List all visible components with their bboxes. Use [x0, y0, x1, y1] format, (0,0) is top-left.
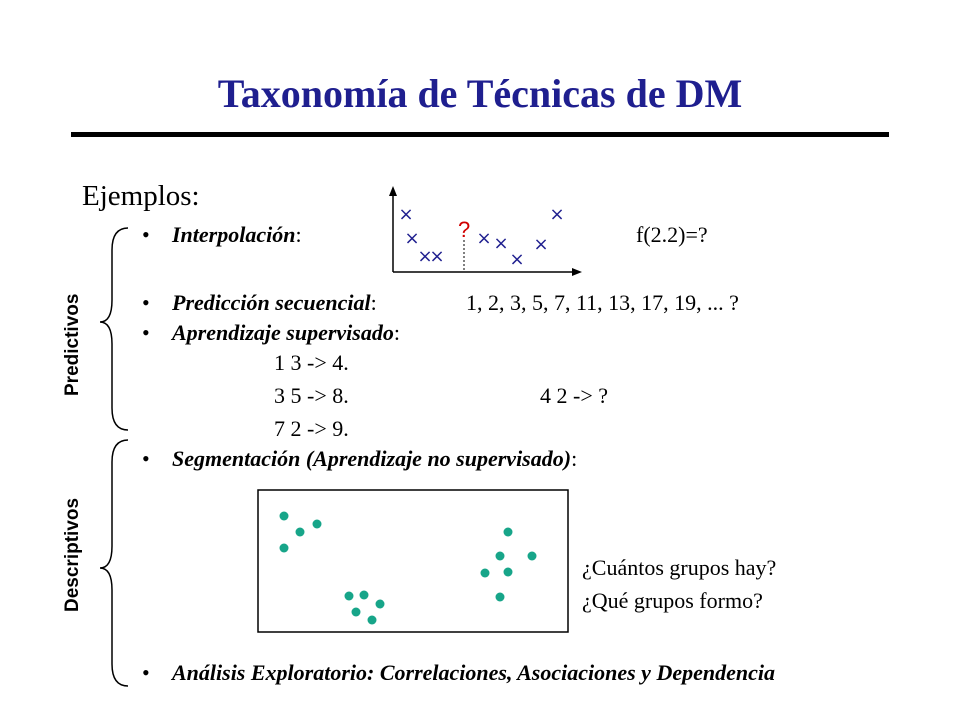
data-point-marker: ×: [533, 234, 549, 255]
data-point-marker: ×: [417, 246, 433, 267]
slide-title: Taxonomía de Técnicas de DM: [217, 71, 743, 116]
sequence-values: 1, 2, 3, 5, 7, 11, 13, 17, 19, ... ?: [466, 290, 739, 315]
cluster-point: [313, 520, 322, 529]
cluster-point: [504, 528, 513, 537]
cluster-points: [280, 512, 537, 625]
cluster-point: [345, 592, 354, 601]
cluster-point: [528, 552, 537, 561]
data-point-marker: ×: [404, 228, 420, 249]
bullet-exploratory: Análisis Exploratorio: Correlaciones, Asociaciones y Dependencia: [172, 660, 775, 685]
cluster-point: [360, 591, 369, 600]
cluster-point: [296, 528, 305, 537]
bullet-interpolation: Interpolación:: [172, 222, 302, 247]
bullet-dot: •: [142, 222, 150, 247]
data-point-marker: ×: [549, 204, 565, 225]
cluster-point: [496, 593, 505, 602]
data-point-marker: ×: [398, 204, 414, 225]
supervised-example: 7 2 -> 9.: [274, 416, 349, 441]
bullet-dot: •: [142, 320, 150, 345]
bullet-dot: •: [142, 290, 150, 315]
supervised-example: 1 3 -> 4.: [274, 350, 349, 375]
examples-label: Ejemplos:: [82, 180, 200, 212]
bullet-dot: •: [142, 660, 150, 685]
cluster-point: [352, 608, 361, 617]
bullet-segmentation: Segmentación (Aprendizaje no supervisado):: [172, 446, 578, 471]
cluster-question: ¿Cuántos grupos hay?: [582, 555, 777, 580]
cluster-point: [376, 600, 385, 609]
bullet-supervised: Aprendizaje supervisado:: [172, 320, 400, 345]
cluster-point: [280, 512, 289, 521]
unknown-marker: ?: [458, 217, 471, 242]
data-point-marker: ×: [476, 228, 492, 249]
data-point-marker: ×: [429, 246, 445, 267]
cluster-point: [280, 544, 289, 553]
cluster-point: [481, 569, 490, 578]
bullet-dot: •: [142, 446, 150, 471]
cluster-box: [258, 490, 568, 632]
interpolation-query: f(2.2)=?: [636, 222, 708, 247]
supervised-query: 4 2 -> ?: [540, 383, 608, 408]
cluster-point: [504, 568, 513, 577]
bullet-sequential: Predicción secuencial:: [172, 290, 377, 315]
cluster-question: ¿Qué grupos formo?: [582, 588, 763, 613]
predictive-label: Predictivos: [62, 293, 83, 396]
cluster-point: [496, 552, 505, 561]
cluster-point: [368, 616, 377, 625]
data-point-marker: ×: [509, 249, 525, 270]
data-point-marker: ×: [493, 233, 509, 254]
supervised-example: 3 5 -> 8.: [274, 383, 349, 408]
descriptive-label: Descriptivos: [62, 497, 83, 612]
